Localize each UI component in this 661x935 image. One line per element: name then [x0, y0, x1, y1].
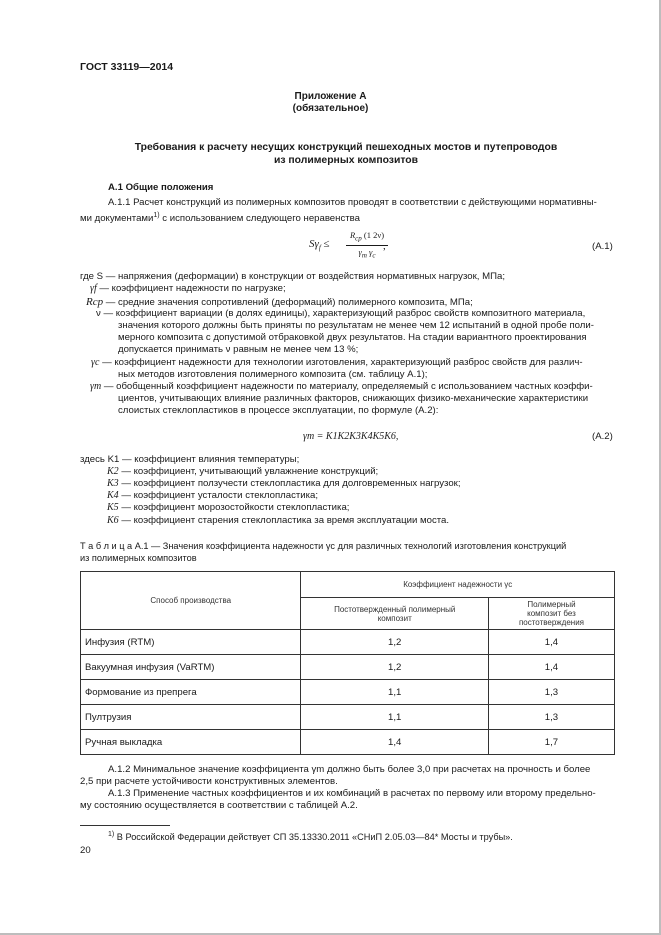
section-title-line1: Требования к расчету несущих конструкций пешеходных мостов и путепроводов [134, 142, 558, 153]
table-row [81, 655, 615, 680]
definition-continuation: мерного композита с допустимой отбраковкой двух результатов. На стадии вариантного проектирования [118, 332, 587, 343]
definition-text: — коэффициент надежности для технологии изготовления, характеризующий разброс свойств для различ- [102, 357, 583, 368]
table-cell-method: Формование из препрега [81, 680, 301, 705]
definition-text: — коэффициент усталости стеклопластика; [121, 490, 319, 501]
table-header-method: Способ производства [81, 572, 301, 630]
formula-a1-s-gamma: Sγ [309, 238, 319, 250]
table-cell-value: 1,3 [488, 680, 614, 705]
table-caption-line2: из полимерных композитов [80, 553, 197, 563]
paragraph-a11-text-b: с использованием следующего неравенства [159, 213, 360, 225]
table-row [81, 680, 615, 705]
footnote [108, 829, 513, 843]
table-cell-value: 1,2 [301, 630, 488, 655]
paragraph-a11-text-a: ми документами [80, 213, 154, 225]
definition-symbol: K3 [107, 478, 119, 489]
table-cell-value: 1,1 [301, 705, 488, 730]
table-row [81, 705, 615, 730]
definition-continuation: ных методов изготовления полимерного композита (см. таблицу А.1); [118, 369, 428, 380]
definition-text: — коэффициент, учитывающий увлажнение конструкций; [121, 466, 379, 477]
table-header-coefficient: Коэффициент надежности γc [301, 572, 615, 598]
formula-a1-den-gamma2: γ [366, 246, 373, 257]
table-cell-method: Инфузия (RTM) [81, 630, 301, 655]
definition-row [107, 515, 449, 527]
definition-row [80, 271, 615, 283]
table-header-not-cured: Полимерный композит без постотверждения [488, 598, 614, 630]
formula-a2-number: (А.2) [592, 431, 613, 442]
formula-a1-num-rest: (1 2ν) [363, 230, 385, 240]
document-code: ГОСТ 33119—2014 [80, 61, 174, 73]
definition-text: — коэффициент влияния температуры; [122, 454, 300, 465]
definition-symbol: ν [96, 308, 101, 319]
definition-row [107, 490, 318, 502]
table-cell-value: 1,4 [488, 630, 614, 655]
table-header-post-cured: Постотвержденный полимерный композит [301, 598, 488, 630]
table-cell-value: 1,7 [488, 730, 614, 755]
subsection-title: А.1 Общие положения [108, 182, 214, 193]
table-cell-value: 1,4 [488, 655, 614, 680]
definition-text: — коэффициент старения стеклопластика за время эксплуатации моста. [121, 515, 450, 526]
formula-a1-numerator [346, 230, 388, 246]
definition-text: — коэффициент ползучести стеклопластика для долговременных нагрузок; [121, 478, 461, 489]
appendix-title [0, 91, 661, 115]
definition-symbol: γf [90, 283, 97, 294]
paragraph-a13-line2: му состоянию осуществляется в соответствии с таблицей А.2. [80, 800, 358, 811]
definition-row [107, 478, 461, 490]
paragraph-a13-line1: А.1.3 Применение частных коэффициентов и их комбинаций в расчетах по первому или второму предельно- [108, 788, 596, 799]
formula-a1-r-sub: ср [355, 234, 362, 243]
formula-a1-fraction [346, 230, 388, 262]
definition-symbol: K2 [107, 466, 119, 477]
definition-symbol: Rср [86, 296, 104, 308]
page-number: 20 [80, 845, 91, 856]
formula-a1-den-sub2: c [372, 251, 376, 260]
footnote-text: В Российской Федерации действует СП 35.13330.2011 «СНиП 2.05.03—84* Мосты и трубы». [116, 832, 513, 843]
appendix-label: Приложение А [294, 91, 367, 102]
formula-a1-number: (А.1) [592, 241, 613, 252]
definition-row [107, 466, 378, 478]
definition-continuation: слоистых стеклопластиков в процессе эксплуатации, по формуле (А.2): [118, 405, 439, 416]
definition-row [90, 381, 615, 393]
table-row [81, 630, 615, 655]
definition-symbol: K5 [107, 502, 119, 513]
footnote-separator [80, 825, 170, 826]
definition-row [91, 357, 615, 369]
table-cell-value: 1,3 [488, 705, 614, 730]
definition-continuation: значения которого должны быть приняты по результатам не менее чем 12 испытаний в одной пробе поли- [118, 320, 594, 331]
definition-row [90, 283, 615, 295]
table-cell-value: 1,2 [301, 655, 488, 680]
table-row [81, 730, 615, 755]
table-cell-value: 1,4 [301, 730, 488, 755]
definition-text: — напряжения (деформации) в конструкции от воздействия нормативных нагрузок, МПа; [105, 271, 506, 282]
section-title [80, 141, 612, 167]
reliability-table [80, 571, 615, 755]
table-cell-method: Ручная выкладка [81, 730, 301, 755]
definition-symbol: где S [80, 271, 104, 282]
appendix-status: (обязательное) [292, 103, 369, 114]
definition-continuation: допускается принимать ν равным не менее чем 13 %; [118, 344, 359, 355]
definition-text: — средние значения сопротивлений (деформаций) полимерного композита, МПа; [105, 297, 473, 308]
definition-text: — коэффициент вариации (в долях единицы), характеризующий разброс свойств композитного материала, [103, 308, 586, 319]
formula-a1-den-gamma1: γ [358, 246, 362, 257]
paragraph-a12-line1: А.1.2 Минимальное значение коэффициента γm должно быть более 3,0 при расчетах на прочность и более [108, 764, 591, 775]
definition-row [80, 454, 299, 466]
formula-a1-r: R [349, 230, 356, 240]
table-cell-value: 1,1 [301, 680, 488, 705]
definition-row [96, 308, 615, 320]
formula-a1-denominator [346, 246, 388, 263]
section-title-line2: из полимерных композитов [273, 155, 419, 166]
definition-symbol: K6 [107, 515, 119, 526]
definition-text: — обобщенный коэффициент надежности по материалу, определяемый с использованием частных коэффи- [103, 381, 593, 392]
formula-a1-left [309, 238, 330, 252]
paragraph-a11-line2 [80, 210, 360, 225]
definition-continuation: циентов, учитывающих влияние различных факторов, снижающих физико-механические характеристики [118, 393, 589, 404]
definition-symbol: K4 [107, 490, 119, 501]
formula-a2: γm = K1K2K3K4K5K6, [303, 431, 399, 442]
paragraph-a11-line1: А.1.1 Расчет конструкций из полимерных композитов проводят в соответствии с действующими нормативны- [108, 197, 597, 208]
footnote-ref: 1) [153, 212, 160, 219]
table-caption-line1: Т а б л и ц а А.1 — Значения коэффициента надежности γc для различных технологий изготовления конструкций [80, 541, 567, 551]
formula-a1-leq: ≤ [323, 238, 330, 250]
definition-symbol: γc [91, 357, 100, 368]
definition-text: — коэффициент морозостойкости стеклопластика; [121, 502, 350, 513]
table-cell-method: Вакуумная инфузия (VaRTM) [81, 655, 301, 680]
formula-a1-f-sub: f [318, 244, 321, 253]
table-cell-method: Пултрузия [81, 705, 301, 730]
formula-a1-den-sub1: m [361, 251, 367, 260]
paragraph-a12-line2: 2,5 при расчете устойчивости конструктивных элементов. [80, 776, 338, 787]
definition-symbol: γm [90, 381, 102, 392]
definition-row [107, 502, 349, 514]
definition-symbol: здесь K1 [80, 454, 120, 465]
formula-a1-comma: , [383, 240, 386, 252]
definition-text: — коэффициент надежности по нагрузке; [99, 283, 286, 294]
footnote-mark: 1) [108, 831, 115, 838]
